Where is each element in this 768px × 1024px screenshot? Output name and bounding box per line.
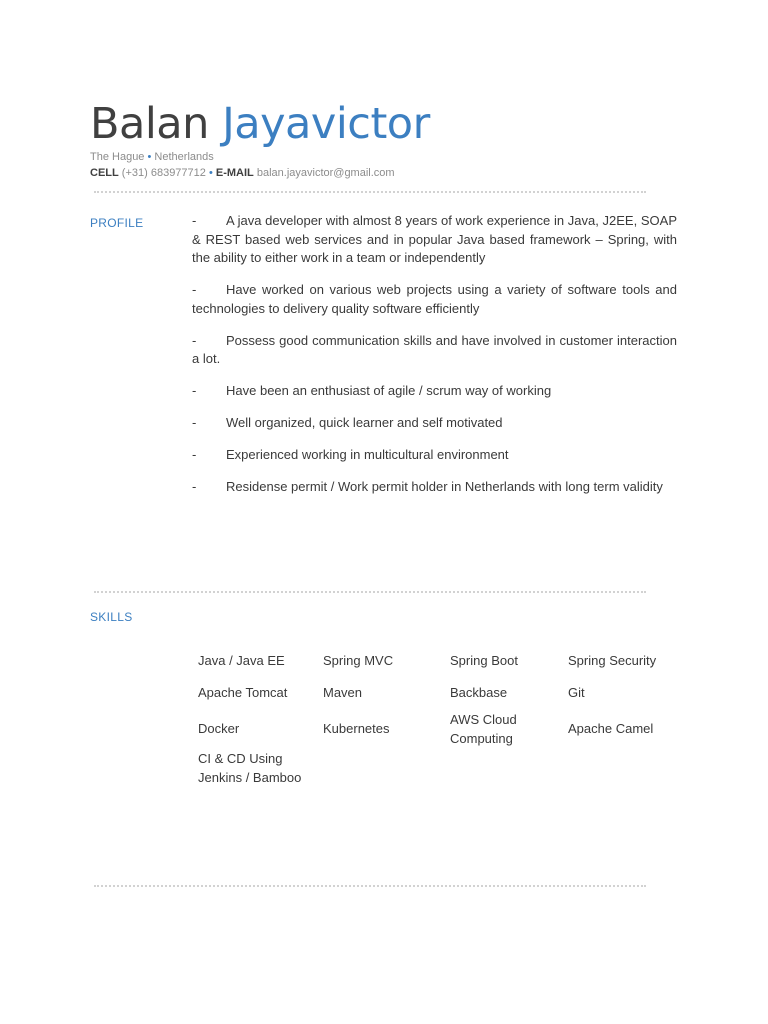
profile-item	[192, 478, 677, 497]
profile-item	[192, 332, 677, 369]
location-line	[90, 150, 214, 164]
dotted-divider	[94, 591, 646, 593]
country: Netherlands	[154, 151, 214, 163]
skill-item: Git	[568, 684, 585, 700]
last-name: Jayavictor	[222, 99, 430, 149]
profile-item	[192, 212, 677, 268]
dash-marker: -	[192, 447, 197, 462]
profile-item-text: Possess good communication skills and have involved in customer interaction a lot.	[192, 332, 677, 366]
profile-item	[192, 414, 677, 433]
profile-heading: PROFILE	[90, 216, 144, 230]
skill-item: Apache Tomcat	[198, 684, 288, 700]
skill-item: Spring Security	[568, 652, 657, 668]
profile-item	[192, 446, 677, 465]
profile-item	[192, 281, 677, 318]
profile-item-text: Experienced working in multicultural environment	[226, 447, 509, 462]
first-name: Balan	[90, 99, 209, 149]
separator-bullet: •	[147, 151, 152, 163]
separator-bullet: •	[208, 167, 213, 179]
dash-marker: -	[192, 282, 197, 297]
skill-item	[450, 750, 568, 787]
cell-value: (+31) 683977712	[121, 167, 206, 179]
profile-item-text: Well organized, quick learner and self motivated	[226, 415, 503, 430]
dash-marker: -	[192, 383, 197, 398]
dotted-divider	[94, 885, 646, 887]
dotted-divider	[94, 191, 646, 193]
skill-item	[568, 750, 678, 787]
profile-list	[192, 212, 677, 510]
cell-label: CELL	[90, 167, 119, 179]
skill-item: Docker	[198, 721, 240, 737]
dash-marker: -	[192, 332, 197, 348]
profile-item-text: Have worked on various web projects using a variety of software tools and technologies to delivery quality software efficiently	[192, 282, 677, 316]
skill-item: Spring MVC	[323, 652, 394, 668]
skills-grid	[198, 645, 678, 787]
profile-item-text: Have been an enthusiast of agile / scrum way of working	[226, 383, 552, 398]
skill-item: Kubernetes	[323, 721, 390, 737]
profile-item	[192, 382, 677, 401]
profile-item-text: Residense permit / Work permit holder in Netherlands with long term validity	[226, 479, 663, 494]
resume-name	[90, 98, 430, 150]
profile-item-text: A java developer with almost 8 years of work experience in Java, J2EE, SOAP & REST based web services and in popular Java based framework – Spring, with the ability to either work in a team or independently	[192, 213, 677, 265]
contact-line	[90, 166, 395, 180]
skills-heading: SKILLS	[90, 610, 133, 624]
email-value: balan.jayavictor@gmail.com	[256, 167, 395, 179]
skill-item: Backbase	[450, 684, 508, 700]
skill-item: Spring Boot	[450, 652, 518, 668]
skill-item: Maven	[323, 684, 363, 700]
dash-marker: -	[192, 415, 197, 430]
dash-marker: -	[192, 213, 197, 228]
skill-item: CI & CD Using Jenkins / Bamboo	[198, 751, 302, 785]
skill-item: Java / Java EE	[198, 652, 285, 668]
dash-marker: -	[192, 479, 197, 494]
skill-item: Apache Camel	[568, 721, 654, 737]
city: The Hague	[90, 151, 145, 163]
skill-item	[323, 750, 450, 787]
skill-item: AWS Cloud Computing	[450, 712, 517, 746]
email-label: E-MAIL	[215, 167, 254, 179]
